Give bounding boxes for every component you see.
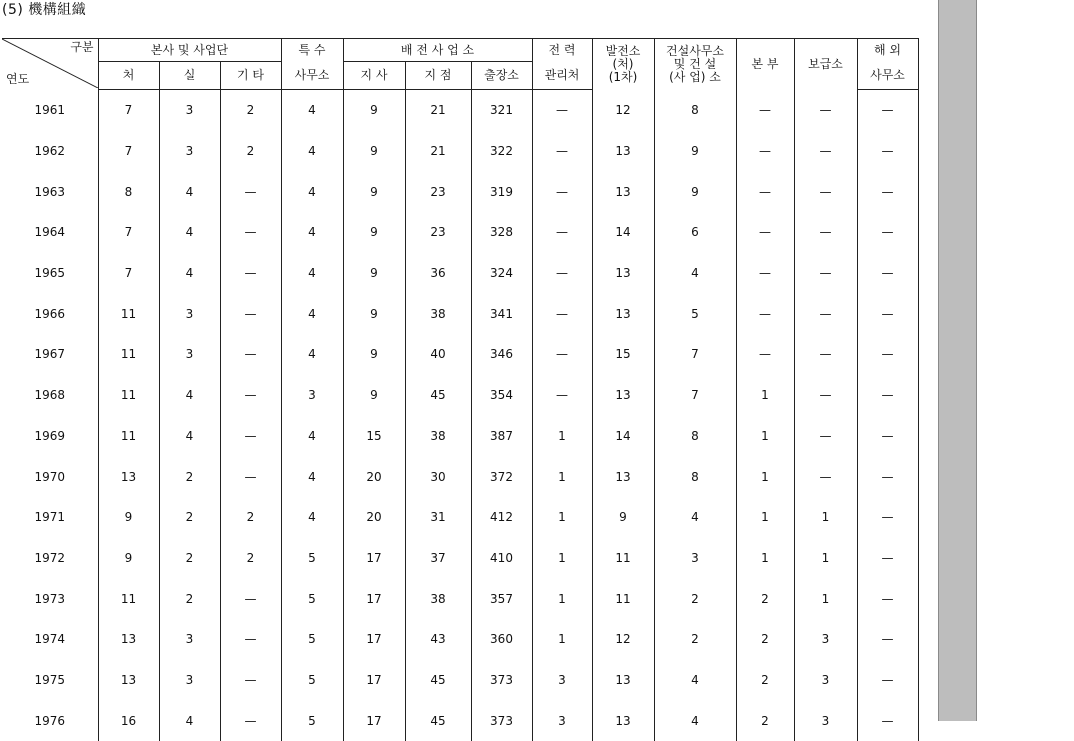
table-cell: 8 [654,416,736,457]
table-cell: 7 [654,375,736,416]
table-cell: 4 [654,660,736,701]
table-row [2,334,918,375]
table-cell: — [857,456,918,497]
table-cell: 9 [98,538,159,579]
table-cell: 1 [794,497,857,538]
section-title: (5) 機構組織 [2,0,86,20]
table-cell: 4 [159,375,220,416]
table-cell: 23 [405,171,471,212]
table-cell: 3 [159,660,220,701]
header-sub-overseas-samuso: 사무소 [857,62,918,90]
header-sub-sil: 실 [159,62,220,90]
table-cell: 30 [405,456,471,497]
table-cell: 5 [281,538,343,579]
table-cell: 4 [281,416,343,457]
table-cell: 3 [159,90,220,131]
table-cell: 3 [794,660,857,701]
table-cell: 3 [159,293,220,334]
table-cell: 1 [794,538,857,579]
table-cell: — [532,375,592,416]
table-cell: 1 [532,619,592,660]
table-row [2,456,918,497]
table-cell: 2 [159,456,220,497]
table-cell: 3 [159,131,220,172]
table-cell: 412 [471,497,532,538]
table-cell: 4 [159,416,220,457]
table-cell: — [736,212,794,253]
table-cell: 7 [98,131,159,172]
table-cell: 3 [281,375,343,416]
table-cell: 37 [405,538,471,579]
table-cell: 1 [736,456,794,497]
header-sub-jisa: 지 사 [343,62,405,90]
table-cell: — [857,619,918,660]
table-cell: 21 [405,90,471,131]
table-cell: — [220,293,281,334]
table-cell: 3 [654,538,736,579]
table-cell: 1 [532,456,592,497]
header-power: 전 력 [532,39,592,62]
table-cell: — [857,293,918,334]
table-cell: 7 [654,334,736,375]
table-cell: 2 [220,538,281,579]
table-cell: 8 [98,171,159,212]
table-cell: — [736,293,794,334]
table-cell: — [794,90,857,131]
table-cell: 4 [281,253,343,294]
year-cell: 1962 [2,131,98,172]
table-cell: 11 [98,578,159,619]
table-cell: 5 [654,293,736,334]
year-cell: 1973 [2,578,98,619]
table-cell: 9 [343,131,405,172]
table-cell: 14 [592,416,654,457]
table-cell: 322 [471,131,532,172]
table-cell: 7 [98,253,159,294]
table-cell: 11 [592,578,654,619]
table-cell: 13 [98,456,159,497]
header-plant: 발전소 (처) (1차) [592,39,654,90]
table-cell: 2 [736,700,794,741]
table-cell: 5 [281,660,343,701]
table-cell: — [857,375,918,416]
table-row [2,293,918,334]
table-cell: — [532,334,592,375]
year-cell: 1968 [2,375,98,416]
table-cell: — [220,700,281,741]
table-cell: 5 [281,578,343,619]
year-cell: 1967 [2,334,98,375]
table-cell: — [857,171,918,212]
table-cell: 5 [281,700,343,741]
table-cell: 9 [343,212,405,253]
table-cell: 3 [159,619,220,660]
table-cell: — [794,212,857,253]
year-cell: 1966 [2,293,98,334]
table-cell: — [857,497,918,538]
table-cell: 1 [736,375,794,416]
table-cell: — [857,538,918,579]
table-cell: — [857,253,918,294]
table-cell: — [220,253,281,294]
table-cell: 319 [471,171,532,212]
table-cell: — [794,131,857,172]
table-row [2,375,918,416]
year-cell: 1975 [2,660,98,701]
table-cell: — [857,578,918,619]
table-cell: — [220,416,281,457]
table-cell: 4 [281,90,343,131]
table-cell: 2 [159,538,220,579]
table-cell: — [220,660,281,701]
table-cell: 1 [794,578,857,619]
table-cell: 12 [592,619,654,660]
table-cell: 5 [281,619,343,660]
table-cell: 9 [343,293,405,334]
table-row [2,416,918,457]
table-cell: — [857,212,918,253]
table-row [2,538,918,579]
table-cell: 341 [471,293,532,334]
header-hq-group: 본사 및 사업단 [98,39,281,62]
table-body [2,90,918,741]
table-cell: 1 [532,416,592,457]
table-cell: — [857,700,918,741]
table-cell: 346 [471,334,532,375]
table-cell: 4 [281,497,343,538]
table-cell: — [736,253,794,294]
table-cell: 38 [405,416,471,457]
table-cell: 17 [343,700,405,741]
table-cell: 2 [220,90,281,131]
table-cell: 21 [405,131,471,172]
table-cell: 15 [592,334,654,375]
table-cell: 13 [592,131,654,172]
table-cell: 17 [343,538,405,579]
year-cell: 1972 [2,538,98,579]
table-cell: 4 [281,334,343,375]
table-cell: 13 [592,293,654,334]
table-cell: 45 [405,700,471,741]
header-construction: 건설사무소 및 건 설 (사 업) 소 [654,39,736,90]
table-cell: 13 [592,253,654,294]
table-cell: — [857,131,918,172]
corner-label-category: 구분 [70,41,93,54]
table-cell: 38 [405,293,471,334]
table-cell: — [736,171,794,212]
table-cell: 38 [405,578,471,619]
table-cell: — [736,90,794,131]
table-cell: — [220,212,281,253]
header-sub-cheo: 처 [98,62,159,90]
table-cell: 7 [98,90,159,131]
table-cell: — [794,416,857,457]
table-cell: 13 [98,619,159,660]
table-cell: 328 [471,212,532,253]
table-cell: 1 [736,497,794,538]
table-cell: — [794,253,857,294]
corner-label-year: 연도 [6,73,29,86]
table-cell: 6 [654,212,736,253]
table-cell: 2 [220,497,281,538]
organization-table [2,38,919,741]
table-cell: 17 [343,578,405,619]
table-cell: 4 [281,131,343,172]
year-cell: 1974 [2,619,98,660]
table-cell: — [794,375,857,416]
table-cell: — [794,293,857,334]
year-cell: 1961 [2,90,98,131]
table-cell: 9 [343,253,405,294]
table-cell: 2 [736,578,794,619]
table-cell: 3 [159,334,220,375]
table-cell: 360 [471,619,532,660]
table-cell: 373 [471,700,532,741]
year-cell: 1976 [2,700,98,741]
table-cell: 2 [736,619,794,660]
table-row [2,619,918,660]
table-cell: 9 [343,375,405,416]
table-cell: 2 [654,578,736,619]
header-supply: 보급소 [794,39,857,90]
table-cell: — [532,212,592,253]
table-cell: — [220,578,281,619]
table-cell: 1 [736,416,794,457]
table-cell: — [857,660,918,701]
viewer-scroll-gutter [938,0,977,721]
table-cell: 4 [159,171,220,212]
table-cell: 13 [592,660,654,701]
table-cell: 11 [98,334,159,375]
table-cell: 11 [98,375,159,416]
table-cell: 410 [471,538,532,579]
table-cell: 1 [736,538,794,579]
table-cell: — [857,416,918,457]
table-cell: — [532,253,592,294]
table-cell: 2 [220,131,281,172]
table-cell: 16 [98,700,159,741]
table-cell: 9 [98,497,159,538]
table-cell: 40 [405,334,471,375]
table-cell: 4 [159,700,220,741]
table-cell: 4 [281,456,343,497]
table-cell: 9 [592,497,654,538]
table-cell: 8 [654,456,736,497]
table-cell: 2 [736,660,794,701]
table-cell: 1 [532,538,592,579]
table-cell: 372 [471,456,532,497]
table-cell: — [532,90,592,131]
table-row [2,660,918,701]
header-corner-cell [2,39,98,90]
table-cell: — [736,131,794,172]
table-cell: 4 [281,212,343,253]
table-cell: 36 [405,253,471,294]
table-cell: 31 [405,497,471,538]
table-cell: 15 [343,416,405,457]
table-cell: 321 [471,90,532,131]
year-cell: 1969 [2,416,98,457]
table-cell: 8 [654,90,736,131]
table-cell: 3 [532,660,592,701]
header-bonbu: 본 부 [736,39,794,90]
table-cell: 3 [794,619,857,660]
table-cell: 4 [159,253,220,294]
table-cell: 43 [405,619,471,660]
year-cell: 1970 [2,456,98,497]
table-cell: — [220,171,281,212]
table-cell: 17 [343,619,405,660]
table-cell: 13 [592,375,654,416]
table-cell: 2 [159,497,220,538]
header-sub-chuljangso: 출장소 [471,62,532,90]
table-cell: 23 [405,212,471,253]
table-cell: 45 [405,660,471,701]
table-cell: 7 [98,212,159,253]
year-cell: 1971 [2,497,98,538]
table-cell: — [532,131,592,172]
table-cell: — [532,171,592,212]
table-cell: 9 [343,171,405,212]
table-cell: — [736,334,794,375]
year-cell: 1965 [2,253,98,294]
year-cell: 1964 [2,212,98,253]
table-cell: 13 [592,700,654,741]
table-cell: 17 [343,660,405,701]
table-cell: 324 [471,253,532,294]
table-cell: — [532,293,592,334]
header-sub-jijeom: 지 점 [405,62,471,90]
table-row [2,90,918,131]
table-cell: 373 [471,660,532,701]
table-cell: 11 [592,538,654,579]
table-cell: — [794,171,857,212]
table-cell: 357 [471,578,532,619]
table-cell: — [857,334,918,375]
table-cell: 14 [592,212,654,253]
table-cell: — [220,619,281,660]
header-special: 특 수 [281,39,343,62]
table-cell: 9 [654,171,736,212]
table-cell: 1 [532,578,592,619]
table-cell: — [220,334,281,375]
table-cell: 2 [159,578,220,619]
table-row [2,253,918,294]
table-cell: 13 [592,456,654,497]
table-cell: 354 [471,375,532,416]
table-cell: 20 [343,497,405,538]
table-cell: — [857,90,918,131]
table-cell: 11 [98,293,159,334]
table-cell: 11 [98,416,159,457]
table-cell: 4 [281,293,343,334]
table-row [2,212,918,253]
header-sub-gwanricheo: 관리처 [532,62,592,90]
table-cell: 4 [281,171,343,212]
header-sub-samuso: 사무소 [281,62,343,90]
header-sub-gita: 기 타 [220,62,281,90]
table-cell: 3 [532,700,592,741]
table-cell: 13 [98,660,159,701]
table-cell: 4 [654,253,736,294]
table-cell: 387 [471,416,532,457]
viewer-background [977,0,1074,721]
year-cell: 1963 [2,171,98,212]
header-overseas: 해 외 [857,39,918,62]
table-cell: — [794,334,857,375]
table-cell: 2 [654,619,736,660]
table-cell: 1 [532,497,592,538]
table-cell: 20 [343,456,405,497]
table-cell: 4 [654,497,736,538]
table-cell: 9 [654,131,736,172]
header-distribution-group: 배 전 사 업 소 [343,39,532,62]
table-cell: — [794,456,857,497]
table-cell: 3 [794,700,857,741]
table-row [2,171,918,212]
table-cell: — [220,375,281,416]
table-cell: — [220,456,281,497]
table-row [2,578,918,619]
table-cell: 45 [405,375,471,416]
table-cell: 4 [159,212,220,253]
table-row [2,497,918,538]
table-cell: 12 [592,90,654,131]
table-cell: 13 [592,171,654,212]
table-cell: 9 [343,90,405,131]
table-row [2,131,918,172]
table-cell: 4 [654,700,736,741]
table-cell: 9 [343,334,405,375]
